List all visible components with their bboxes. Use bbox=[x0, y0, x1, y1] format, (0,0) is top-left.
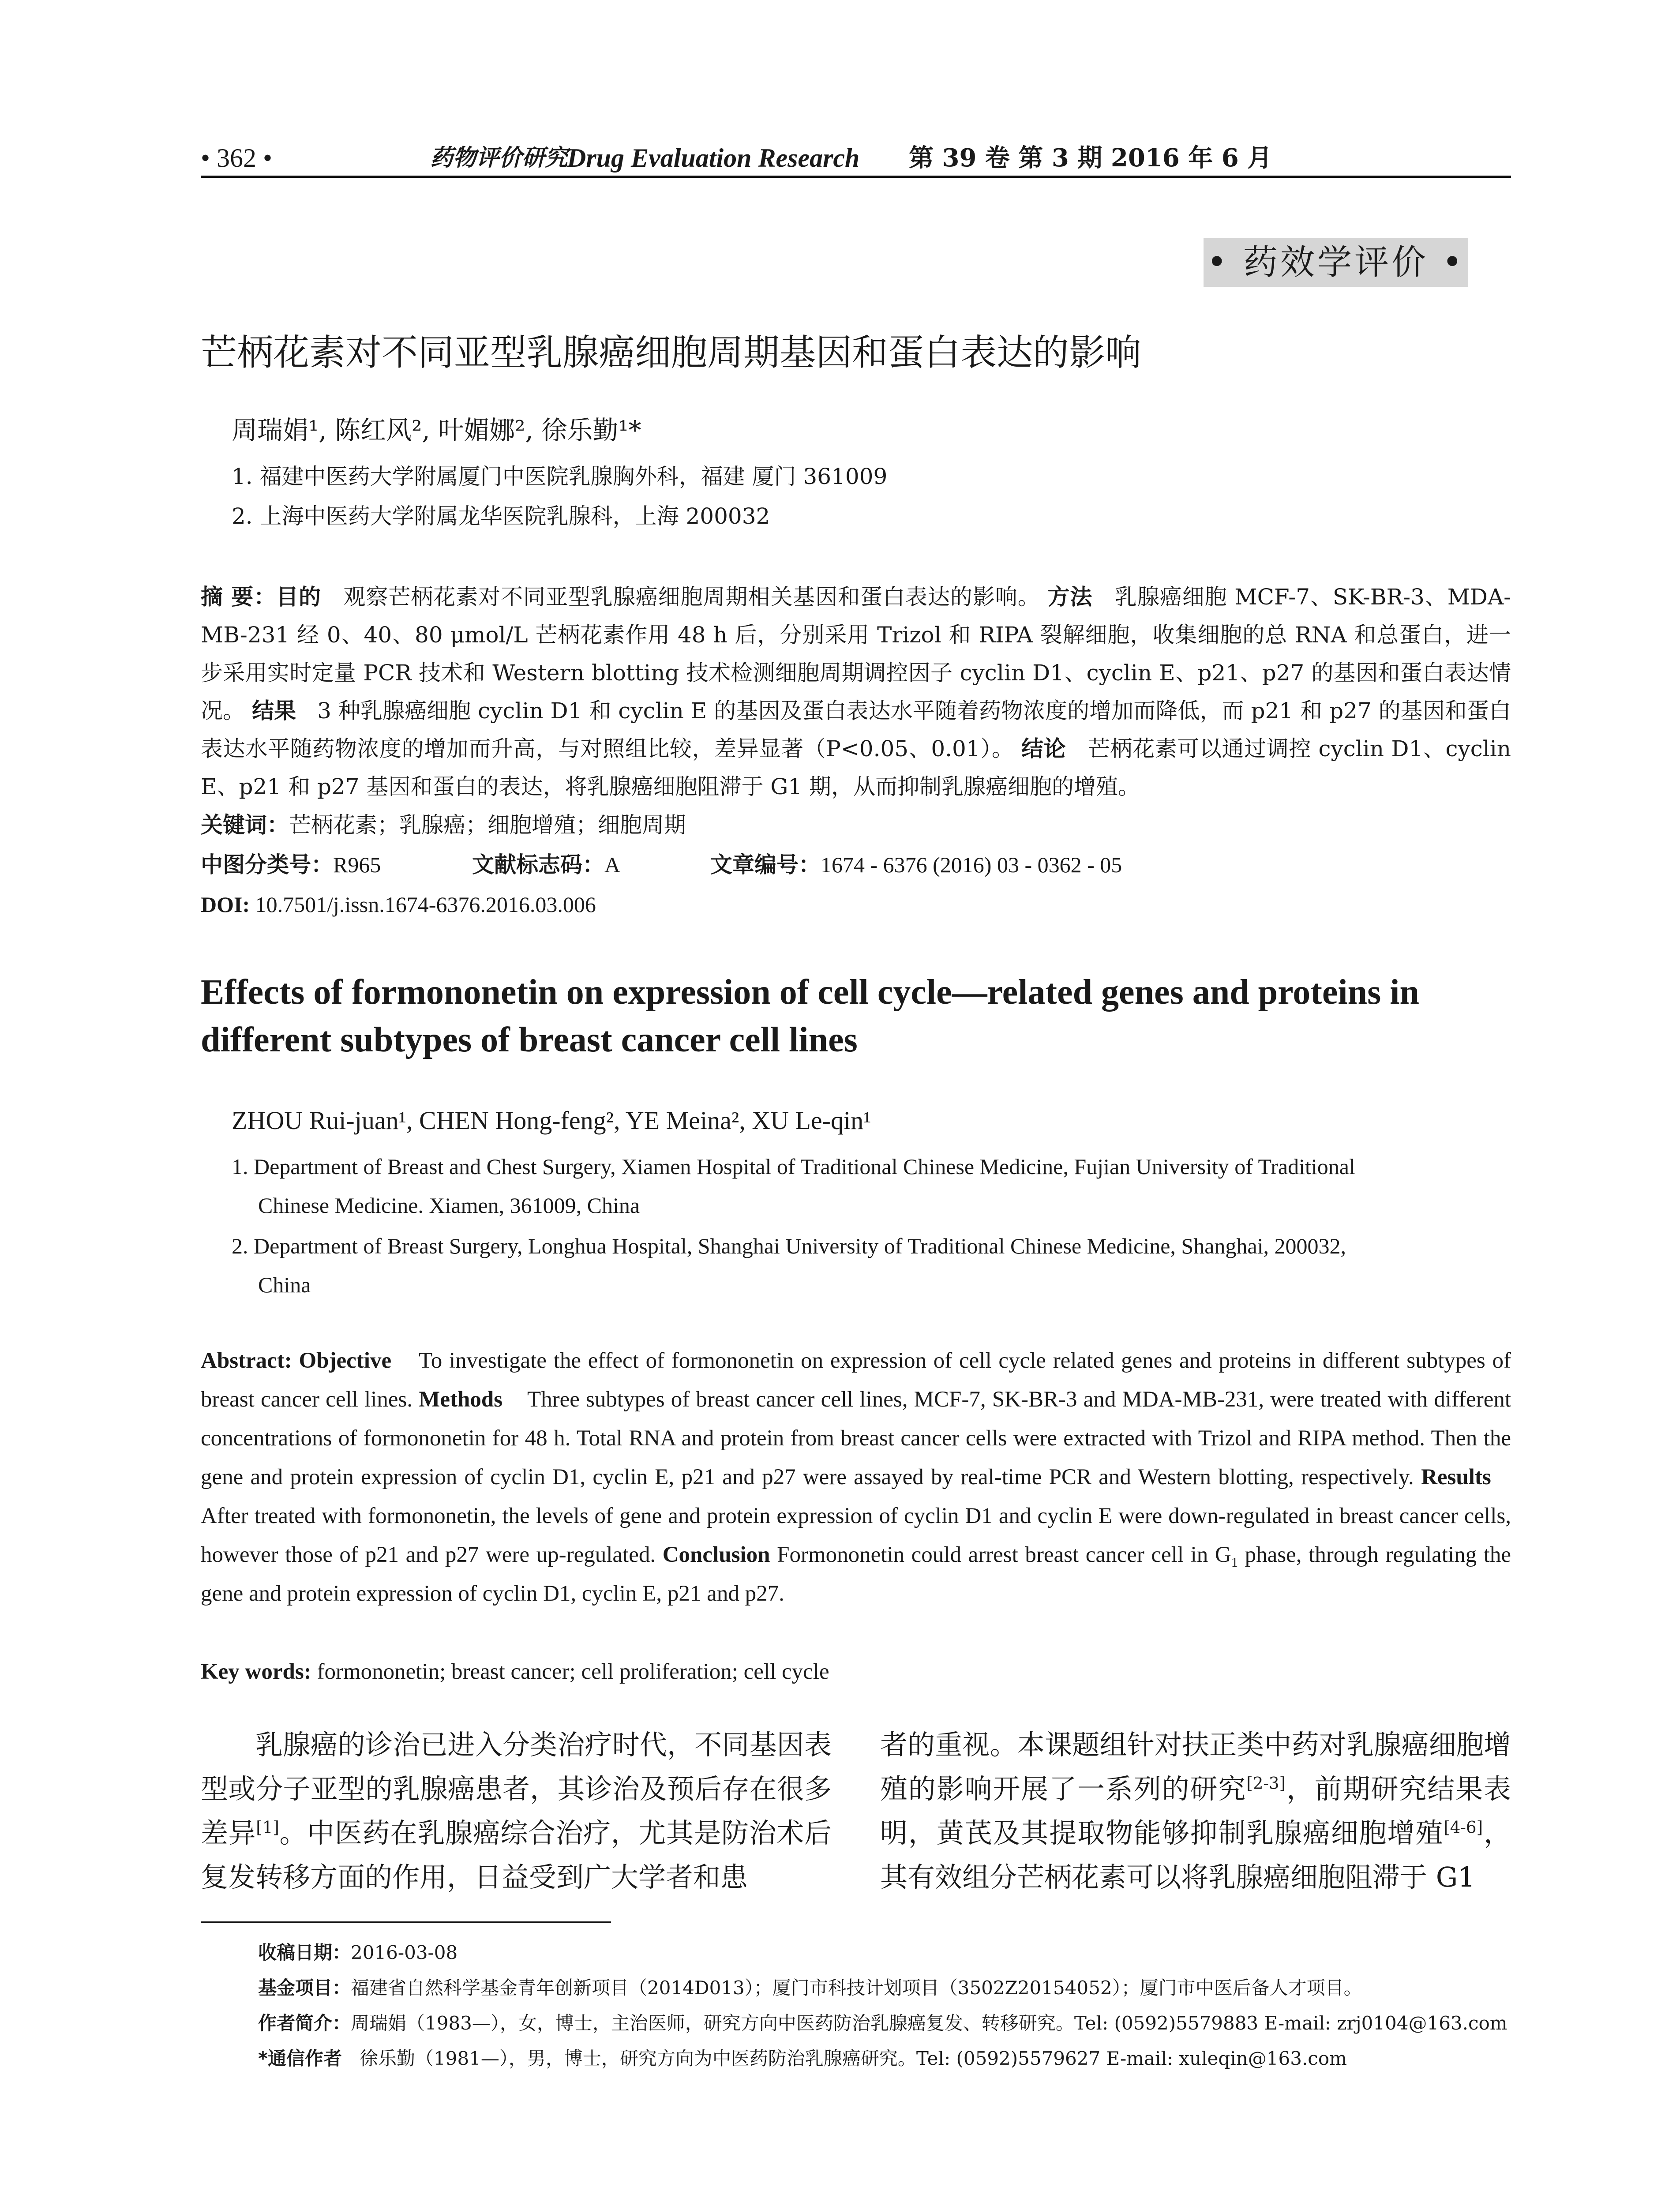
abstract-cn-methods-label: 方法 bbox=[1047, 584, 1093, 610]
abstract-cn-conclusion: 芒柄花素可以通过调控 cyclin D1、cyclin E、p21 和 p27 基因和蛋白的表达，将乳腺癌细胞阻滞于 G1 期，从而抑制乳腺癌细胞的增殖。 bbox=[201, 736, 1511, 799]
author-label: 作者简介： bbox=[258, 2012, 351, 2034]
section-tag: • 药效学评价 • bbox=[1204, 238, 1468, 287]
abstract-en-conclusion-sub: 1 bbox=[1231, 1555, 1238, 1570]
issue-info: 第 39 卷 第 3 期 2016 年 6 月 bbox=[909, 143, 1272, 173]
abstract-en-conclusion-a: Formononetin could arrest breast cancer cell in G bbox=[777, 1542, 1231, 1567]
abstract-en-conclusion-b: phase, through regulating the gene and protein expression of cyclin D1, cyclin E, p21 and p27. bbox=[201, 1542, 1511, 1606]
doi-line bbox=[201, 889, 596, 920]
body-column-right bbox=[880, 1723, 1511, 1899]
affiliation-cn-1: 1. 福建中医药大学附属厦门中医院乳腺胸外科，福建 厦门 361009 bbox=[232, 464, 888, 489]
abstract-en-methods-label: Methods bbox=[419, 1387, 503, 1412]
keywords-en-label: Key words: bbox=[201, 1659, 311, 1684]
abstract-en-results-label: Results bbox=[1421, 1465, 1491, 1489]
article-title-cn: 芒柄花素对不同亚型乳腺癌细胞周期基因和蛋白表达的影响 bbox=[201, 332, 1142, 374]
corresponding-value: 徐乐勤（1981—），男，博士，研究方向为中医药防治乳腺癌研究。Tel: (0592)5579627 E-mail: xuleqin@163.com bbox=[360, 2048, 1347, 2069]
abstract-cn-methods: 乳腺癌细胞 MCF-7、SK-BR-3、MDA-MB-231 经 0、40、80 μmol/L 芒柄花素作用 48 h 后，分别采用 Trizol 和 RIPA 裂解细胞，收集细胞的总 RNA 和总蛋白，进一步采用实时定量 PCR 技术和 Western blotting 技术检测细胞周期调控因子 cyclin D1、cyclin E、p21、p27 的基因和蛋白表达情况。 bbox=[201, 584, 1511, 724]
authors-cn: 周瑞娟¹, 陈红风², 叶媚娜², 徐乐勤¹* bbox=[232, 415, 641, 445]
abstract-cn-results-label: 结果 bbox=[252, 698, 296, 724]
abstract-en-label: Abstract: Objective bbox=[201, 1348, 392, 1373]
abstract-en-results: After treated with formononetin, the levels of gene and protein expression of cyclin D1 and cyclin E were down-regulated in breast cancer cells, however those of p21 and p27 were up-regulated. bbox=[201, 1504, 1511, 1567]
classification-line bbox=[201, 849, 381, 880]
doi-link[interactable]: 10.7501/j.issn.1674-6376.2016.03.006 bbox=[255, 892, 596, 917]
authors-en: ZHOU Rui-juan¹, CHEN Hong-feng², YE Meina², XU Le-qin¹ bbox=[232, 1106, 871, 1135]
body-right-text-b: ，前期研究结果表明，黄芪及其提取物能够抑制乳腺癌细胞增殖 bbox=[880, 1773, 1511, 1849]
body-left-text-a: 乳腺癌的诊治已进入分类治疗时代，不同基因表型或分子亚型的乳腺癌患者，其诊治及预后存在很多差异 bbox=[201, 1729, 832, 1849]
received-label: 收稿日期： bbox=[258, 1942, 351, 1963]
citation-ref[interactable]: [4-6] bbox=[1444, 1817, 1483, 1837]
article-number-line bbox=[710, 849, 1122, 880]
keywords-en bbox=[201, 1652, 829, 1691]
footnote-received bbox=[258, 1939, 458, 1966]
body-column-left bbox=[201, 1723, 832, 1899]
keywords-cn-value: 芒柄花素；乳腺癌；细胞增殖；细胞周期 bbox=[289, 813, 686, 837]
page-number: • 362 • bbox=[201, 143, 273, 173]
article-number-label: 文章编号： bbox=[710, 852, 821, 878]
affiliation-en-1 bbox=[232, 1147, 1511, 1225]
citation-ref[interactable]: [2-3] bbox=[1246, 1773, 1286, 1793]
body-right-text-c: ，其有效组分芒柄花素可以将乳腺癌细胞阻滞于 G1 bbox=[880, 1817, 1511, 1893]
abstract-cn-objective: 观察芒柄花素对不同亚型乳腺癌细胞周期相关基因和蛋白表达的影响。 bbox=[343, 584, 1040, 610]
body-left-text-b: 。中医药在乳腺癌综合治疗，尤其是防治术后复发转移方面的作用，日益受到广大学者和患 bbox=[201, 1817, 832, 1893]
footnote-fund bbox=[258, 1974, 1362, 2002]
keywords-cn bbox=[201, 810, 686, 840]
footnote-divider bbox=[201, 1921, 611, 1923]
doi-label: DOI: bbox=[201, 892, 250, 917]
abstract-cn-conclusion-label: 结论 bbox=[1021, 736, 1066, 762]
article-number-value: 1674 - 6376 (2016) 03 - 0362 - 05 bbox=[821, 852, 1122, 877]
doccode-line bbox=[472, 849, 620, 880]
affiliation-en-2 bbox=[232, 1227, 1511, 1304]
affiliation-en-2-line2: China bbox=[258, 1272, 311, 1297]
journal-logo-cn: 药物评价研究 bbox=[430, 144, 568, 171]
corresponding-label: *通信作者 bbox=[258, 2048, 342, 2069]
abstract-cn-results: 3 种乳腺癌细胞 cyclin D1 和 cyclin E 的基因及蛋白表达水平随着药物浓度的增加而降低，而 p21 和 p27 的基因和蛋白表达水平随药物浓度的增加而升高，与对照组比较，差异显著（P<0.05、0.01）。 bbox=[201, 698, 1511, 762]
footnote-author bbox=[258, 2010, 1508, 2037]
affiliation-cn-2: 2. 上海中医药大学附属龙华医院乳腺科，上海 200032 bbox=[232, 503, 770, 529]
affiliation-en-1-line1: 1. Department of Breast and Chest Surgery, Xiamen Hospital of Traditional Chinese Medicine, Fujian University of Traditional bbox=[232, 1154, 1355, 1179]
affiliation-en-2-line1: 2. Department of Breast Surgery, Longhua Hospital, Shanghai University of Traditional Chinese Medicine, Shanghai, 200032, bbox=[232, 1234, 1346, 1258]
abstract-en-objective: To investigate the effect of formononetin on expression of cell cycle related genes and proteins in different subtypes of breast cancer cell lines. bbox=[201, 1348, 1511, 1412]
abstract-en-conclusion-label: Conclusion bbox=[662, 1542, 770, 1567]
journal-name-en: Drug Evaluation Research bbox=[567, 143, 860, 173]
author-value: 周瑞娟（1983—），女，博士，主治医师，研究方向中医药防治乳腺癌复发、转移研究。Tel: (0592)5579883 E-mail: zrj0104@163.com bbox=[351, 2012, 1508, 2034]
doccode-label: 文献标志码： bbox=[472, 852, 604, 878]
affiliation-en-1-line2: Chinese Medicine. Xiamen, 361009, China bbox=[258, 1193, 640, 1218]
keywords-cn-label: 关键词： bbox=[201, 812, 289, 838]
citation-ref[interactable]: [1] bbox=[256, 1817, 279, 1837]
abstract-cn-label: 摘 要：目的 bbox=[201, 584, 322, 610]
body-right-text-a: 者的重视。本课题组针对扶正类中药对乳腺癌细胞增殖的影响开展了一系列的研究 bbox=[880, 1729, 1511, 1805]
article-title-en: Effects of formononetin on expression of cell cycle—related genes and proteins in different subtypes of breast cancer cell lines bbox=[201, 973, 1419, 1059]
abstract-cn bbox=[201, 578, 1511, 806]
abstract-en bbox=[201, 1341, 1511, 1613]
received-value: 2016-03-08 bbox=[351, 1942, 458, 1963]
fund-value: 福建省自然科学基金青年创新项目（2014D013）；厦门市科技计划项目（3502Z20154052）；厦门市中医后备人才项目。 bbox=[351, 1977, 1362, 1999]
footnote-corresponding bbox=[258, 2045, 1347, 2072]
clc-label: 中图分类号： bbox=[201, 852, 333, 878]
fund-label: 基金项目： bbox=[258, 1977, 351, 1999]
doccode-value: A bbox=[604, 852, 621, 877]
clc-value: R965 bbox=[333, 852, 381, 877]
running-header bbox=[201, 140, 1511, 178]
abstract-en-methods: Three subtypes of breast cancer cell lines, MCF-7, SK-BR-3 and MDA-MB-231, were treated with different concentrations of formononetin for 48 h. Total RNA and protein from breast cancer cells were extracted with Trizol and RIPA method. Then the gene and protein expression of cyclin D1, cyclin E, p21 and p27 were assayed by real-time PCR and Western blotting, respectively. bbox=[201, 1387, 1511, 1489]
keywords-en-value: formononetin; breast cancer; cell proliferation; cell cycle bbox=[317, 1659, 829, 1684]
